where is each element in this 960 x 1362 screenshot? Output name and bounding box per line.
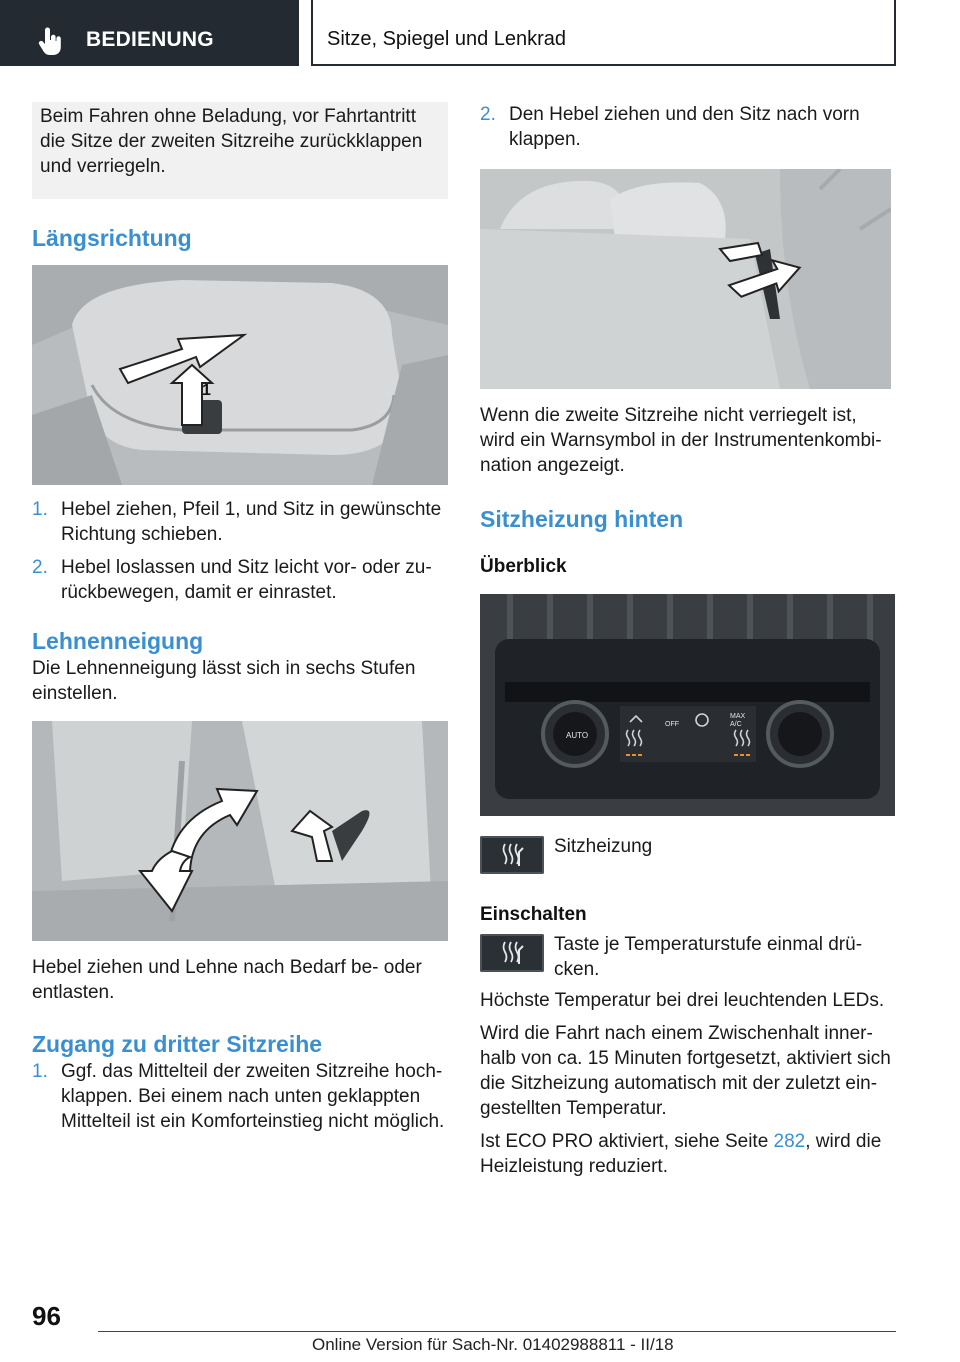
step-number: 2. xyxy=(480,104,496,125)
heading-einschalten: Einschalten xyxy=(480,904,587,925)
panel-off-label: OFF xyxy=(665,721,679,728)
laengs-step-1 xyxy=(32,497,448,547)
step-number: 2. xyxy=(32,557,48,578)
chapter-title: Sitze, Spiegel und Lenkrad xyxy=(327,28,567,50)
lehnen-text: Die Lehnenneigung lässt sich in sechs Stufen einstellen. xyxy=(32,658,416,704)
step-number: 1. xyxy=(32,499,48,520)
seat-fold-illustration xyxy=(480,169,891,389)
figure-seat-fold xyxy=(480,169,891,389)
footer-divider xyxy=(98,1331,896,1332)
laengs-steps xyxy=(32,497,448,605)
figure-seat-longitudinal xyxy=(32,265,448,485)
heading-sitzheizung: Sitzheizung hinten xyxy=(480,506,684,532)
climate-panel-illustration xyxy=(480,594,895,816)
section-tab xyxy=(0,0,299,66)
heading-zugang: Zugang zu dritter Sitzreihe xyxy=(32,1031,323,1057)
page-header xyxy=(0,0,960,66)
hand-pointer-icon xyxy=(36,26,64,56)
figure-label-1: 1 xyxy=(202,382,211,399)
max-temp-text: Höchste Temperatur bei drei leuchtenden LEDs. xyxy=(480,990,885,1011)
right-column xyxy=(480,102,896,1179)
note-box xyxy=(32,102,448,199)
seat-longitudinal-illustration xyxy=(32,265,448,485)
panel-auto-label: AUTO xyxy=(566,731,589,740)
seat-heating-icon xyxy=(499,940,525,966)
seat-heating-button-symbol xyxy=(480,836,544,874)
seat-heating-icon xyxy=(499,842,525,868)
zugang-steps-left xyxy=(32,1059,448,1134)
page-number: 96 xyxy=(32,1301,61,1331)
zugang-steps-right xyxy=(480,102,896,152)
eco-text-before: Ist ECO PRO aktiviert, siehe Seite xyxy=(480,1131,774,1152)
heading-laengsrichtung: Längsrichtung xyxy=(32,225,192,251)
seat-heating-button-symbol xyxy=(480,934,544,972)
figure-backrest-tilt xyxy=(32,721,448,941)
chapter-tab xyxy=(311,0,896,66)
panel-max-label: MAX xyxy=(730,713,746,720)
step-text: Ggf. das Mittelteil der zweiten Sitzreihe hochklappen. Bei einem nach unten geklappten Mittelteil ist ein Komforteinstieg nicht möglich. xyxy=(61,1061,445,1132)
backrest-tilt-illustration xyxy=(32,721,448,941)
symbol-row-einschalten xyxy=(480,932,896,982)
step-number: 1. xyxy=(32,1061,48,1082)
figure-climate-panel xyxy=(480,594,895,816)
heading-ueberblick: Überblick xyxy=(480,556,567,577)
eco-pro-text xyxy=(480,1129,896,1179)
page-link-282[interactable]: 282 xyxy=(773,1131,806,1152)
auto-restart-text: Wird die Fahrt nach einem Zwischenhalt innerhalb von ca. 15 Minuten fortgesetzt, aktiviert sich die Sitzheizung automatisch mit der zuletzt eingestellten Temperatur. xyxy=(480,1023,891,1119)
footer-text: Online Version für Sach-Nr. 01402988811 - II/18 xyxy=(312,1335,674,1354)
warn-text: Wenn die zweite Sitzreihe nicht verriegelt ist, wird ein Warnsymbol in der Instrumentenkombination angezeigt. xyxy=(480,405,882,476)
panel-ac-label: A/C xyxy=(730,721,742,728)
zugang-step-1 xyxy=(32,1059,448,1134)
left-column xyxy=(32,102,448,1134)
section-title: BEDIENUNG xyxy=(86,28,214,51)
symbol-label: Sitzheizung xyxy=(554,836,653,857)
note-text: Beim Fahren ohne Beladung, vor Fahrtantritt die Sitze der zweiten Sitzreihe zurückklappen und verriegeln. xyxy=(40,106,423,177)
step-text: Hebel ziehen, Pfeil 1, und Sitz in gewünschte Richtung schieben. xyxy=(61,499,442,545)
lehnen-caption: Hebel ziehen und Lehne nach Bedarf be- oder entlasten. xyxy=(32,957,422,1003)
laengs-step-2 xyxy=(32,555,448,605)
step-text: Hebel loslassen und Sitz leicht vor- oder zurückbewegen, damit er einrastet. xyxy=(61,557,432,603)
symbol-row-sitzheizung xyxy=(480,834,896,874)
step-text: Den Hebel ziehen und den Sitz nach vorn klappen. xyxy=(509,104,860,150)
zugang-step-2 xyxy=(480,102,896,152)
heading-lehnenneigung: Lehnenneigung xyxy=(32,628,204,654)
einschalten-text: Taste je Temperaturstufe einmal drücken. xyxy=(554,934,863,980)
eco-text-after: , wird die Heizleistung reduziert. xyxy=(480,1131,882,1177)
